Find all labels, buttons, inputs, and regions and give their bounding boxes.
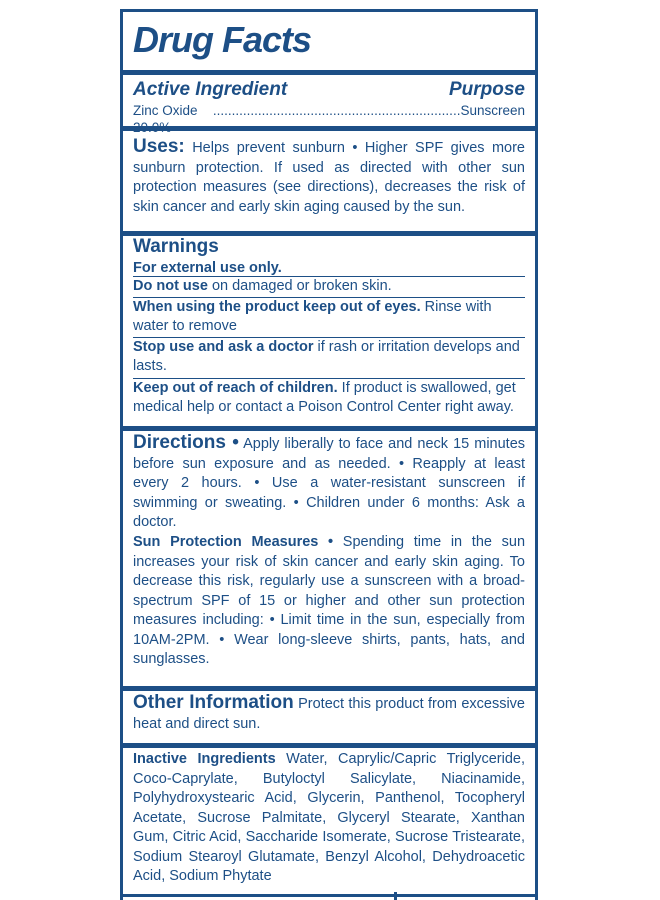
external-use-line: For external use only. [133,260,282,276]
when-using-text: Rinse with water to remove [133,299,492,334]
active-divider [123,126,535,131]
bottom-tick [394,892,397,900]
sun-protection-section [133,533,525,670]
keep-out-bold: Keep out of reach of children. [133,380,338,396]
warnings-section [133,235,525,278]
sun-protection-text: Spending time in the sun increases your risk of skin cancer and early skin aging. To decrease this risk, regularly use a sunscreen with a broad-spectrum SPF of 15 or higher and other sun protection measures including: • Limit time in the sun, especially from 10AM-2PM. • Wear long-sleeve shirts, pants, hats, and sunglasses. [133,534,526,667]
leader-dots: .................................................................. [212,103,461,118]
directions-heading: Directions • [133,432,239,453]
inactive-ingredients-section [133,750,525,887]
other-divider [123,743,535,748]
do-not-use-line [133,277,525,296]
warnings-heading: Warnings [133,236,219,257]
active-ingredient-purpose: Sunscreen [460,103,525,118]
active-ingredient-heading: Active Ingredient [133,79,288,100]
other-information-heading: Other Information [133,692,294,713]
drug-facts-panel [120,9,538,900]
sun-protection-heading: Sun Protection Measures • [133,534,334,550]
stop-use-text: if rash or irritation develops and lasts. [133,339,520,374]
title-divider [123,70,535,75]
stop-use-bold: Stop use and ask a doctor [133,339,314,355]
do-not-use-bold: Do not use [133,278,208,294]
active-ingredient-header [133,78,525,102]
directions-section [133,433,525,533]
uses-heading: Uses: [133,136,185,157]
warnings-divider [123,426,535,431]
bottom-rule [123,894,535,897]
purpose-heading: Purpose [448,79,525,100]
keep-out-text: If product is swallowed, get medical help or contact a Poison Control Center right away. [133,380,516,415]
keep-out-line [133,379,525,417]
when-using-line [133,298,525,336]
stop-use-line [133,338,525,376]
when-using-bold: When using the product keep out of eyes. [133,299,421,315]
uses-section [133,137,525,217]
directions-divider [123,686,535,691]
directions-text: Apply liberally to face and neck 15 minutes before sun exposure and as needed. • Reapply at least every 2 hours. • Use a water-resistant sunscreen if swimming or sweating. • Children under 6 months: Ask a doctor. [133,436,526,530]
other-information-section [133,693,525,734]
active-ingredient-name: Zinc Oxide [133,103,198,118]
drug-facts-title: Drug Facts [133,19,312,60]
do-not-use-text: on damaged or broken skin. [211,278,392,294]
uses-text: Helps prevent sunburn • Higher SPF gives more sunburn protection. If used as directed with other sun protection measures (see directions), decreases the risk of skin cancer and early skin aging caused by the sun. [133,140,525,215]
other-information-text: Protect this product from excessive heat and direct sun. [133,696,525,732]
inactive-ingredients-heading: Inactive Ingredients [133,751,276,767]
inactive-ingredients-text: Water, Caprylic/Capric Triglyceride, Coco-Caprylate, Butyloctyl Salicylate, Niacinamide, Polyhydroxystearic Acid, Glycerin, Panthenol, Tocopheryl Acetate, Sucrose Palmitate, Glyceryl Stearate, Xanthan Gum, Citric Acid, Saccharide Isomerate, Sucrose Tristearate, Sodium Stearoyl Glutamate, Benzyl Alcohol, Dehydroacetic Acid, Sodium Phytate [133,751,525,884]
